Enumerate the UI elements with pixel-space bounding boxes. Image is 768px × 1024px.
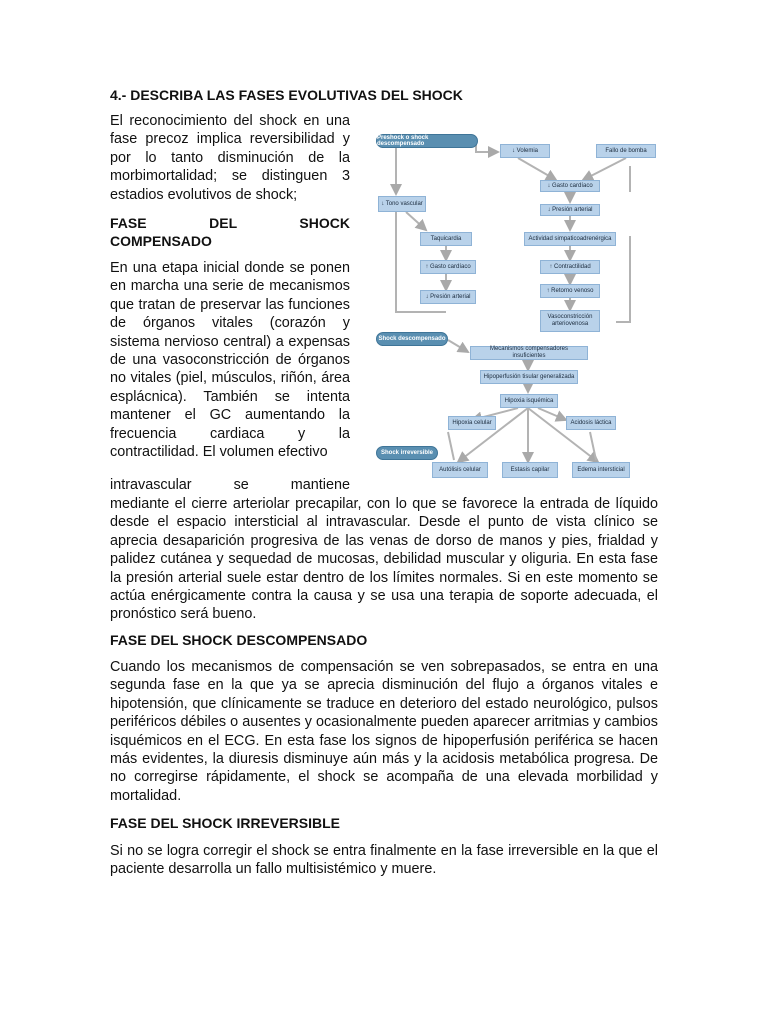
section2-paragraph: Cuando los mecanismos de compensación se ven sobrepasados, se entra en una segunda fase en la que ya se aprecia disminución del flujo a órganos vitales e hipotensión, que clínicamente se traduce en deterioro del estado neurológico, pulsos periféricos débiles o ausentes y ocasionalmente pueden aparecer arritmias y cambios isquémicos en el ECG. En esta fase los signos de hipoperfusión periférica se hacen más evidentes, la diuresis disminuye aún más y la acidosis metabólica progresa. De no corregirse rápidamente, el shock se acompaña de una elevada morbilidad y mortalidad. — [110, 659, 658, 804]
box-gasto-cardiaco-1: ↓ Gasto cardíaco — [540, 180, 600, 192]
box-edema-intersticial: Edema intersticial — [572, 462, 630, 478]
section1-heading-line1: FASE DEL SHOCK — [110, 215, 350, 231]
box-presion-arterial-1: ↓ Presión arterial — [540, 204, 600, 216]
shock-phases-flow-diagram — [368, 126, 660, 488]
box-tono-vascular: ↓ Tono vascular — [378, 196, 426, 212]
box-taquicardia: Taquicardia — [420, 232, 472, 246]
main-heading: 4.- DESCRIBA LAS FASES EVOLUTIVAS DEL SHOCK — [110, 87, 463, 103]
box-presion-arterial-2: ↓ Presión arterial — [420, 290, 476, 304]
box-actividad-simpatica: Actividad simpaticoadrenérgica — [524, 232, 616, 246]
box-vasoconstriccion: Vasoconstricción arteriovenosa — [540, 310, 600, 332]
box-fallo-bomba: Fallo de bomba — [596, 144, 656, 158]
box-hipoperfusion: Hipoperfusión tisular generalizada — [480, 370, 578, 384]
box-retorno-venoso: ↑ Retorno venoso — [540, 284, 600, 298]
box-hipoxia-isquemica: Hipoxia isquémica — [500, 394, 558, 408]
box-autolisis-celular: Autólisis celular — [432, 462, 488, 478]
box-mecanismos-insuficientes: Mecanismos compensadores insuficientes — [470, 346, 588, 360]
box-estasis-capilar: Estasis capilar — [502, 462, 558, 478]
section3-paragraph: Si no se logra corregir el shock se entra finalmente en la fase irreversible en la que el paciente desarrolla un fallo multisistémico y muere. — [110, 843, 658, 878]
box-volemia: ↓ Volemia — [500, 144, 550, 158]
box-contractilidad: ↑ Contractilidad — [540, 260, 600, 274]
diagram-arrows — [368, 126, 660, 488]
box-gasto-cardiaco-2: ↑ Gasto cardíaco — [420, 260, 476, 274]
box-hipoxia-celular: Hipoxia celular — [448, 416, 496, 430]
section2-heading: FASE DEL SHOCK DESCOMPENSADO — [110, 632, 368, 648]
box-acidosis-lactica: Acidosis láctica — [566, 416, 616, 430]
pill-shock-descompensado: Shock descompensado — [376, 332, 448, 346]
intro-paragraph: El reconocimiento del shock en una fase precoz implica reversibilidad y por lo tanto disminución de la morbimortalidad; se distinguen 3 estadios evolutivos de shock; — [110, 113, 350, 203]
section1-paragraph-last-narrow-line: intravascular se mantiene — [110, 477, 350, 493]
section1-heading-line2: COMPENSADO — [110, 233, 212, 249]
section3-heading: FASE DEL SHOCK IRREVERSIBLE — [110, 815, 341, 831]
section1-paragraph-wide: mediante el cierre arteriolar precapilar, con lo que se favorece la entrada de líquido desde el espacio intersticial al intravascular. Desde el punto de vista clínico se aprecia desaparición progresiva de las venas de dorso de manos y pies, frialdad y palidez cutánea y sequedad de mucosas, debilidad muscular y oliguria. En esta fase la presión arterial suele estar dentro de los límites normales. Si en este momento se actúa enérgicamente contra la causa y se usa una terapia de soporte adecuada, el pronóstico será bueno. — [110, 496, 658, 623]
pill-shock-irreversible: Shock irreversible — [376, 446, 438, 460]
pill-preshock: Preshock o shock descompensado — [376, 134, 478, 148]
section1-paragraph-narrow: En una etapa inicial donde se ponen en marcha una serie de mecanismos que tratan de preservar las funciones de órganos vitales (corazón y sistema nervioso central) a expensas de una vasoconstricción de órganos no vitales (piel, músculos, riñón, área esplácnica). También se intenta mantener el GC aumentando la frecuencia cardiaca y la contractilidad. El volumen efectivo — [110, 260, 350, 461]
